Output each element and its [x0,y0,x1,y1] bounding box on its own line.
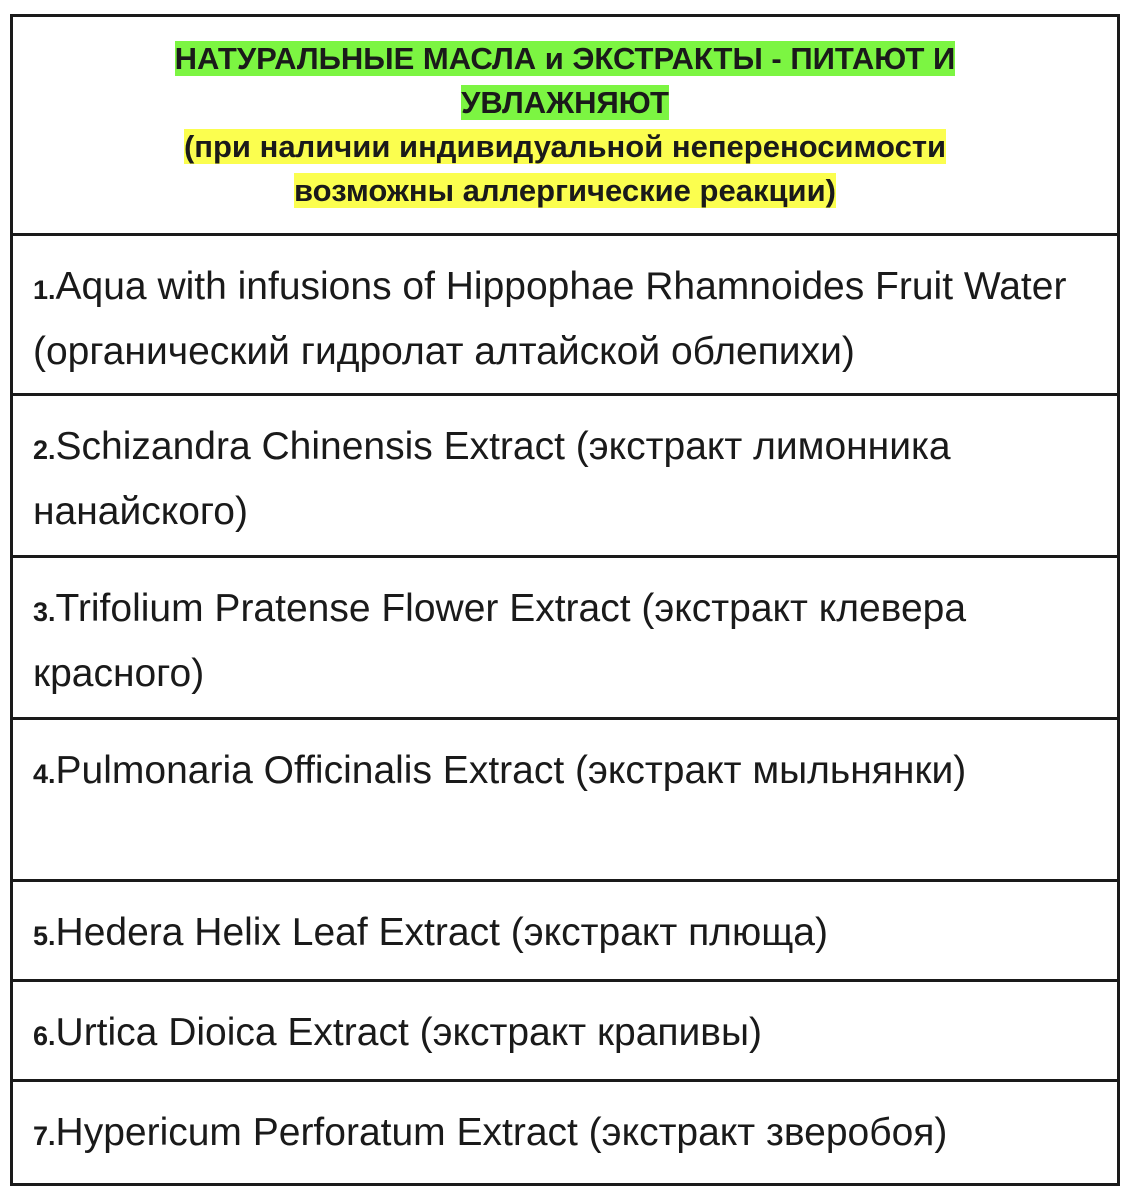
header-note-line [13,169,1117,213]
item-number: 7. [33,1121,56,1151]
item-number: 5. [33,921,56,951]
item-text: Trifolium Pratense Flower Extract (экстракт клевера красного) [33,587,967,695]
item-text: Hedera Helix Leaf Extract (экстракт плюща) [55,911,828,954]
ingredient-item [33,1002,1103,1067]
ingredient-item [33,902,1103,967]
table-row [13,717,1117,882]
header-note-part2: возможны аллергические реакции) [294,173,836,208]
table-row [13,393,1117,558]
item-number: 3. [33,597,56,627]
header-title-line [13,81,1117,125]
header-title-part2: УВЛАЖНЯЮТ [461,85,669,120]
item-text: Schizandra Chinensis Extract (экстракт лимонника нанайского) [33,425,951,533]
ingredients-table [10,14,1120,1186]
header-title-part1: НАТУРАЛЬНЫЕ МАСЛА и ЭКСТРАКТЫ - ПИТАЮТ И [174,41,956,76]
table-row [13,979,1117,1082]
table-row [13,879,1117,982]
item-text: Hypericum Perforatum Extract (экстракт зверобоя) [55,1111,948,1154]
item-number: 4. [33,759,56,789]
table-row [13,1079,1117,1183]
header-title-line [13,37,1117,81]
header-note-part1: (при наличии индивидуальной непереносимости [183,129,947,164]
table-row [13,233,1117,396]
item-text: Pulmonaria Officinalis Extract (экстракт мыльнянки) [55,749,967,792]
item-text: Aqua with infusions of Hippophae Rhamnoides Fruit Water (органический гидролат алтайской облепихи) [33,265,1067,373]
ingredient-item [33,416,1103,543]
table-header [13,17,1117,236]
table-row [13,555,1117,720]
item-number: 1. [33,275,56,305]
item-number: 2. [33,435,56,465]
ingredient-item [33,578,1103,705]
item-text: Urtica Dioica Extract (экстракт крапивы) [55,1011,763,1054]
ingredient-item [33,256,1103,383]
ingredient-item [33,740,1103,805]
header-note-line [13,125,1117,169]
item-number: 6. [33,1021,56,1051]
ingredient-item [33,1102,1103,1167]
